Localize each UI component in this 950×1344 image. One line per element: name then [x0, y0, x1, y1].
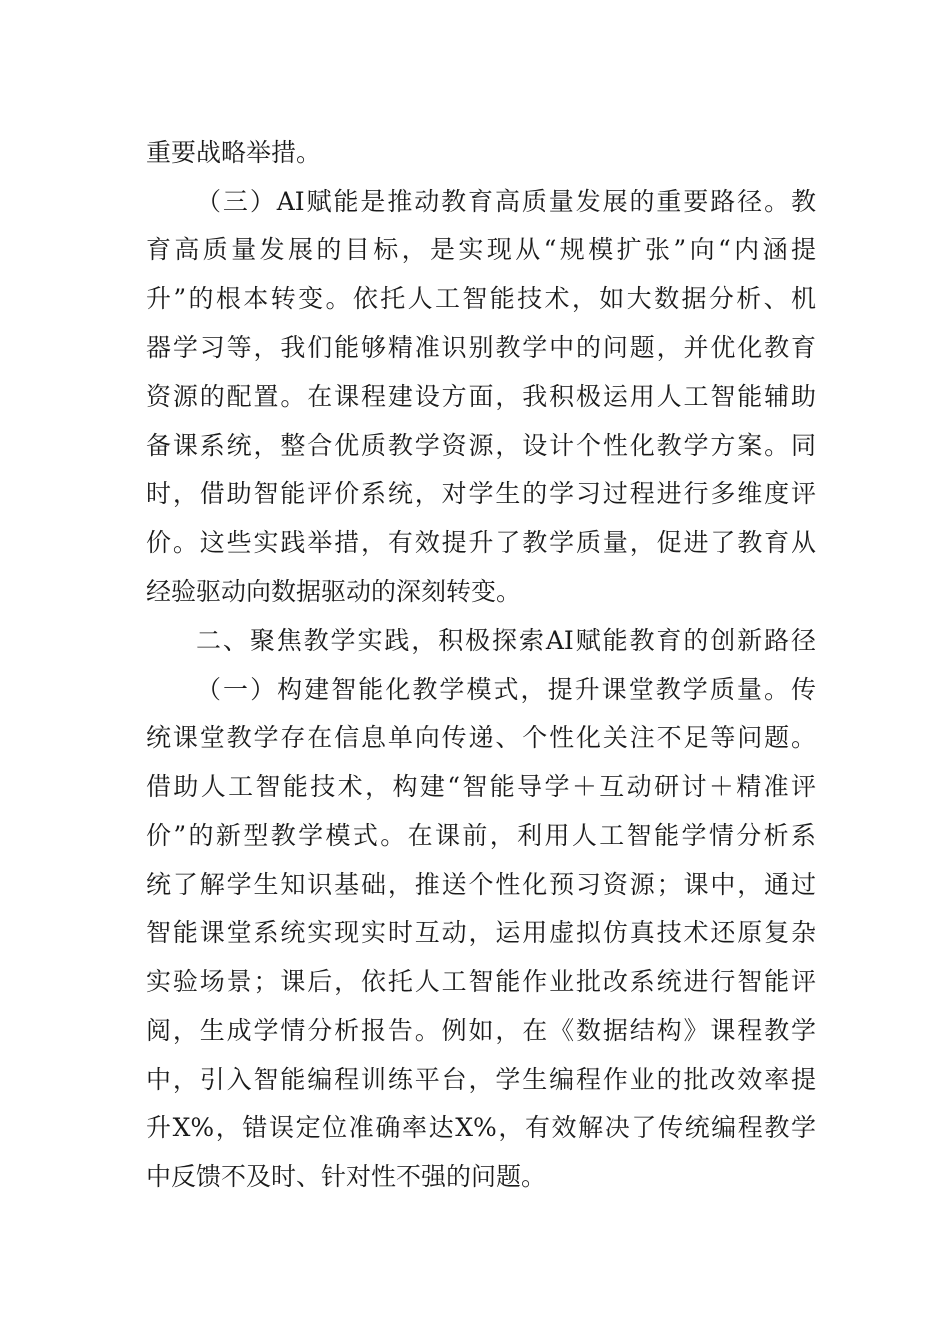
text-line: 借助人工智能技术，构建“智能导学＋互动研讨＋精准评 [146, 772, 816, 801]
text-line: 阅，生成学情分析报告。例如，在《数据结构》课程教学 [146, 1016, 816, 1045]
text-line: 时，借助智能评价系统，对学生的学习过程进行多维度评 [146, 479, 816, 508]
text-line: 育高质量发展的目标，是实现从“规模扩张”向“内涵提 [146, 235, 816, 264]
text-line: 中反馈不及时、针对性不强的问题。 [146, 1162, 547, 1191]
text-line: 升”的根本转变。依托人工智能技术，如大数据分析、机 [146, 284, 816, 313]
subsection-heading-line: （一）构建智能化教学模式，提升课堂教学质量。传 [196, 675, 816, 704]
text-line: 统课堂教学存在信息单向传递、个性化关注不足等问题。 [146, 723, 816, 752]
text-line: 价”的新型教学模式。在课前，利用人工智能学情分析系 [146, 821, 816, 850]
text-line: 中，引入智能编程训练平台，学生编程作业的批改效率提 [146, 1065, 816, 1094]
text-line: 经验驱动向数据驱动的深刻转变。 [146, 577, 522, 606]
text-line: 价。这些实践举措，有效提升了教学质量，促进了教育从 [146, 528, 816, 557]
text-line: 器学习等，我们能够精准识别教学中的问题，并优化教育 [146, 333, 816, 362]
text-line: 实验场景；课后，依托人工智能作业批改系统进行智能评 [146, 967, 816, 996]
section-heading: 二、聚焦教学实践，积极探索AI赋能教育的创新路径 [196, 626, 816, 655]
text-line: 重要战略举措。 [146, 138, 322, 167]
section-heading-line: （三）AI赋能是推动教育高质量发展的重要路径。教 [196, 187, 816, 216]
text-line: 智能课堂系统实现实时互动，运用虚拟仿真技术还原复杂 [146, 918, 816, 947]
text-line: 资源的配置。在课程建设方面，我积极运用人工智能辅助 [146, 382, 816, 411]
text-line: 升X%，错误定位准确率达X%，有效解决了传统编程教学 [146, 1113, 816, 1142]
text-line: 统了解学生知识基础，推送个性化预习资源；课中，通过 [146, 870, 816, 899]
text-line: 备课系统，整合优质教学资源，设计个性化教学方案。同 [146, 431, 816, 460]
